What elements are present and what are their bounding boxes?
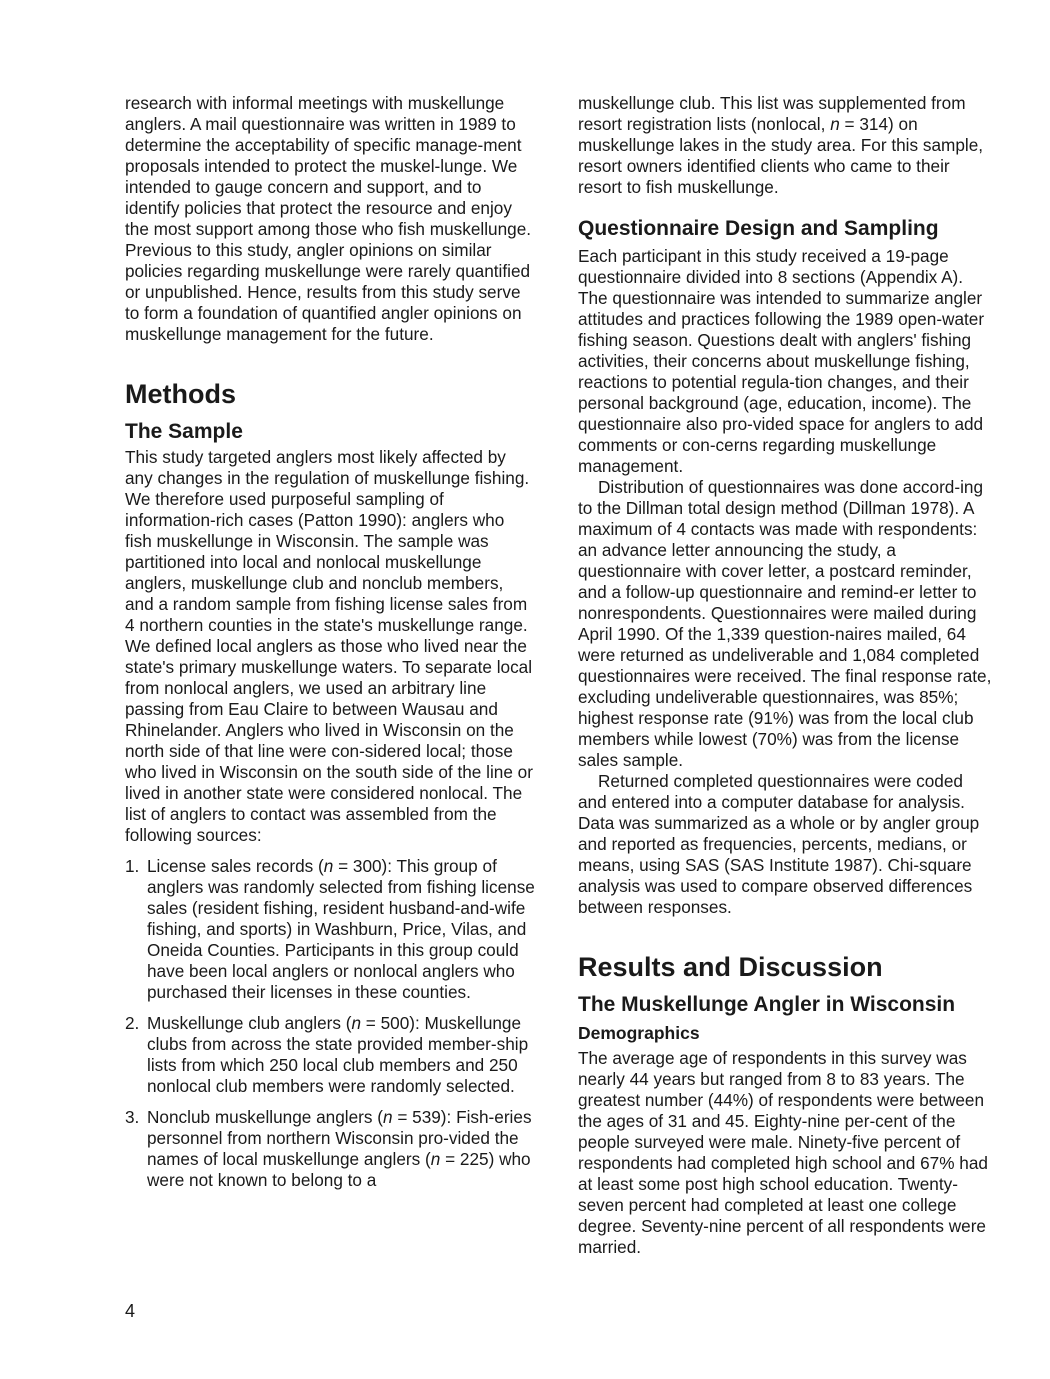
- n-variable: n: [323, 856, 334, 876]
- source-number: 2.: [125, 1013, 140, 1033]
- angler-heading: The Muskellunge Angler in Wisconsin: [578, 993, 956, 1016]
- source-item-1: [125, 856, 535, 1003]
- page-number: 4: [125, 1301, 136, 1321]
- distribution-paragraph: Distribution of questionnaires was done accord-ing to the Dillman total design method (Dillman 1978). A maximum of 4 contacts was made with respondents: an advance letter announcing the study, a questionnaire with cover letter, a postcard reminder, and a follow-up questionnaire and remind-er letter to nonrespondents. Questionnaires were mailed during April 1990. Of the 1,339 question-naires mailed, 64 were returned as undeliverable and 1,084 completed questionnaires were received. The final response rate, excluding undeliverable questionnaires, was 85%; highest response rate (91%) was from the local club members while lowest (70%) was from the license sales sample.: [578, 477, 992, 770]
- source-text: = 225) who were not known to belong to a: [147, 1149, 531, 1190]
- source-text: = 539): Fish-eries personnel from northern Wisconsin pro-vided the names of local muskellunge anglers (: [147, 1107, 532, 1169]
- right-column: [578, 93, 993, 1258]
- questionnaire-paragraph: Each participant in this study received a 19-page questionnaire divided into 8 sections (Appendix A). The questionnaire was intended to summarize angler attitudes and practices following the 1989 open-water fishing season. Questions dealt with anglers' fishing activities, their concerns about muskellunge fishing, reactions to potential regula-tion changes, and their personal background (age, education, income). The questionnaire also pro-vided space for anglers to add comments or con-cerns regarding muskellunge management.: [578, 246, 985, 476]
- source-number: 1.: [125, 856, 140, 876]
- source-lead: Nonclub muskellunge anglers (: [147, 1107, 383, 1127]
- intro-paragraph: research with informal meetings with muskellunge anglers. A mail questionnaire was written in 1989 to determine the acceptability of specific manage-ment proposals intended to protect the muskel-lunge. We intended to gauge concern and support, and to identify policies that protect the resource and enjoy the most support among those who fish muskellunge. Previous to this study, angler opinions on similar policies regarding muskellunge were rarely quantified or unpublished. Hence, results from this study serve to form a foundation of quantified angler opinions on muskellunge management for the future.: [125, 93, 532, 344]
- sources-list: [125, 856, 535, 1191]
- n-variable: n: [382, 1107, 393, 1127]
- sample-paragraph: This study targeted anglers most likely affected by any changes in the regulation of muskellunge fishing. We therefore used purposeful sampling of information-rich cases (Patton 1990): anglers who fish muskellunge in Wisconsin. The sample was partitioned into local and nonlocal muskellunge anglers, muskellunge club and nonclub members, and a random sample from fishing license sales from 4 northern counties in the state's muskellunge range. We defined local anglers as those who lived near the state's primary muskellunge waters. To separate local from nonlocal anglers, we used an arbitrary line passing from Eau Claire to between Wausau and Rhinelander. Anglers who lived in Wisconsin on the north side of that line were con-sidered local; those who lived in Wisconsin on the south side of the line or lived in another state were considered nonlocal. The list of anglers to contact was assembled from the following sources:: [125, 447, 533, 845]
- source-lead: License sales records (: [147, 856, 324, 876]
- demographics-paragraph: The average age of respondents in this survey was nearly 44 years but ranged from 8 to 83 years. The greatest number (44%) of respondents were between the ages of 31 and 45. Eighty-nine per-cent of the people surveyed were male. Ninety-five percent of respondents had completed high school and 67% had at least some post high school education. Twenty-seven percent had completed at least one college degree. Seventy-nine percent of all respondents were married.: [578, 1048, 988, 1257]
- source-item-2: [125, 1013, 535, 1097]
- results-heading: Results and Discussion: [578, 952, 883, 982]
- continuation-paragraph: [578, 93, 993, 198]
- returned-paragraph: Returned completed questionnaires were coded and entered into a computer database for analysis. Data was summarized as a whole or by angler group and reported as frequencies, percents, medians, or means, using SAS (SAS Institute 1987). Chi-square analysis was used to compare observed differences between responses.: [578, 771, 980, 917]
- methods-heading: Methods: [125, 379, 236, 409]
- n-variable: n: [830, 114, 840, 134]
- n-variable: n: [351, 1013, 362, 1033]
- questionnaire-heading: Questionnaire Design and Sampling: [578, 217, 939, 240]
- demographics-heading: Demographics: [578, 1023, 700, 1043]
- n-variable: n: [430, 1149, 441, 1169]
- sample-heading: The Sample: [125, 420, 243, 443]
- source-text: = 500): Muskellunge clubs from across the state provided member-ship lists from which 250 local club members and 250 nonlocal club members were randomly selected.: [147, 1013, 529, 1096]
- continuation-text: muskellunge club. This list was supplemented from resort registration lists (nonlocal,: [578, 93, 966, 134]
- left-column: [125, 93, 535, 1191]
- continuation-text: = 314) on muskellunge lakes in the study area. For this sample, resort owners identified clients who came to their resort to fish muskellunge.: [578, 114, 984, 197]
- source-lead: Muskellunge club anglers (: [147, 1013, 352, 1033]
- source-number: 3.: [125, 1107, 140, 1127]
- source-item-3: [125, 1107, 535, 1191]
- source-text: = 300): This group of anglers was randomly selected from fishing license sales (resident fishing, resident husband-and-wife fishing, and sports) in Washburn, Price, Vilas, and Oneida Counties. Participants in this group could have been local anglers or nonlocal anglers who purchased their licenses in these counties.: [147, 856, 535, 1002]
